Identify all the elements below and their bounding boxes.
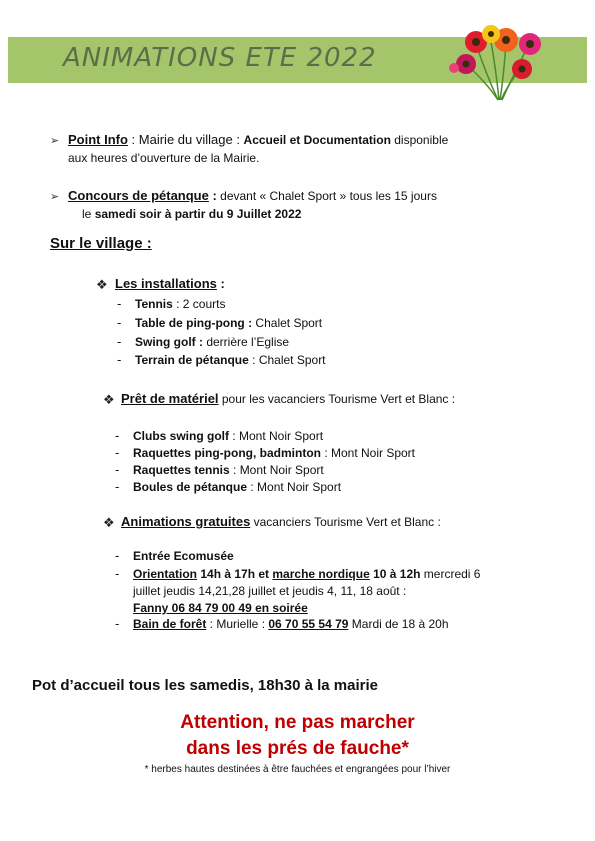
list-item: Boules de pétanque : Mont Noir Sport bbox=[133, 480, 342, 494]
warning-note: * herbes hautes destinées à être fauchées et engrangées pour l’hiver bbox=[144, 764, 451, 775]
petanque-label: Concours de pétanque bbox=[68, 188, 209, 203]
diamond-bullet-icon: ❖ bbox=[96, 277, 108, 292]
flowers-image bbox=[446, 24, 546, 102]
page-title: ANIMATIONS ETE 2022 bbox=[63, 43, 377, 73]
pot-accueil: Pot d’accueil tous les samedis, 18h30 à la mairie bbox=[32, 677, 378, 694]
bain-item: Bain de forêt : Murielle : 06 70 55 54 79 Mardi de 18 à 20h bbox=[133, 617, 449, 631]
point-info-label: Point Info bbox=[68, 132, 128, 147]
flower-small-pink bbox=[449, 63, 459, 73]
flower-yellow bbox=[482, 25, 500, 43]
diamond-bullet-icon: ❖ bbox=[103, 515, 115, 530]
petanque-line: Concours de pétanque : devant « Chalet Sport » tous les 15 jours bbox=[68, 188, 437, 203]
list-item: Raquettes tennis : Mont Noir Sport bbox=[133, 463, 324, 477]
list-item: Raquettes ping-pong, badminton : Mont Noir Sport bbox=[133, 446, 416, 460]
arrow-bullet-icon: ➢ bbox=[50, 135, 60, 147]
petanque-line2: le samedi soir à partir du 9 Juillet 2022 bbox=[82, 207, 302, 221]
point-info-line: Point Info : Mairie du village : Accueil et Documentation disponible bbox=[68, 132, 449, 147]
installations-title: Les installations : bbox=[115, 276, 225, 291]
ecomusee-item: Entrée Ecomusée bbox=[133, 549, 234, 563]
orientation-contact: Fanny 06 84 79 00 49 en soirée bbox=[133, 601, 308, 615]
list-item: Table de ping-pong : Chalet Sport bbox=[135, 316, 323, 330]
flower-magenta bbox=[456, 54, 476, 74]
arrow-bullet-icon: ➢ bbox=[50, 191, 60, 203]
village-heading: Sur le village : bbox=[50, 235, 152, 252]
animations-title: Animations gratuites vacanciers Tourisme Vert et Blanc : bbox=[121, 514, 441, 529]
warning-line2: dans les prés de fauche* bbox=[186, 738, 409, 759]
orientation-item: Orientation 14h à 17h et marche nordique 10 à 12h mercredi 6 bbox=[133, 567, 481, 581]
list-item: Terrain de pétanque : Chalet Sport bbox=[135, 353, 326, 367]
orientation-line2: juillet jeudis 14,21,28 juillet et jeudis 4, 11, 18 août : bbox=[133, 584, 407, 598]
pret-title: Prêt de matériel pour les vacanciers Tourisme Vert et Blanc : bbox=[121, 391, 456, 406]
flower-pink bbox=[519, 33, 541, 55]
flower-scarlet bbox=[512, 59, 532, 79]
list-item: Swing golf : derrière l’Eglise bbox=[135, 335, 290, 349]
list-item: Tennis : 2 courts bbox=[135, 297, 226, 311]
point-info-line2: aux heures d’ouverture de la Mairie. bbox=[68, 151, 260, 165]
diamond-bullet-icon: ❖ bbox=[103, 392, 115, 407]
list-item: Clubs swing golf : Mont Noir Sport bbox=[133, 429, 324, 443]
warning-line1: Attention, ne pas marcher bbox=[180, 712, 415, 733]
